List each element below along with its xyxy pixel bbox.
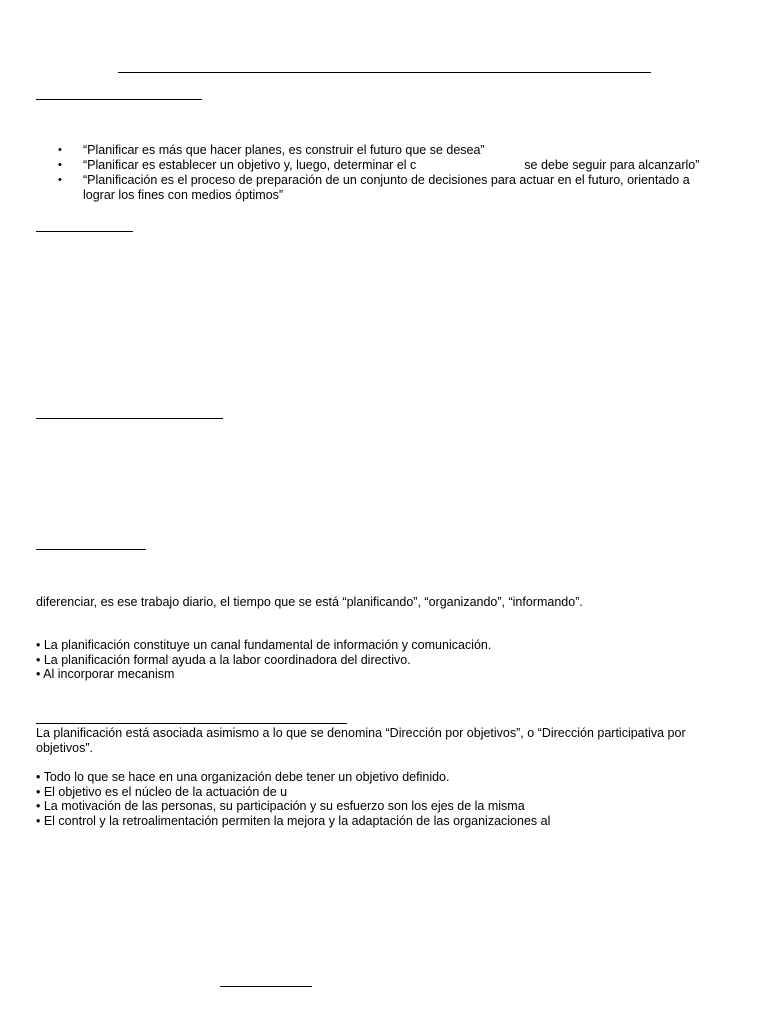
bullet-icon: •: [58, 144, 62, 156]
section-heading-rule-5: [36, 723, 347, 724]
list-item: • La planificación constituye un canal fundamental de información y comunicación.: [36, 638, 492, 652]
definition-text-end: se debe seguir para alcanzarlo”: [524, 158, 700, 172]
bullet-icon: •: [58, 159, 62, 171]
redacted-gap: [416, 158, 524, 173]
definitions-list: [58, 143, 738, 203]
section-heading-rule-2: [36, 231, 133, 232]
list-item: • La motivación de las personas, su participación y su esfuerzo son los ejes de la misma: [36, 799, 525, 814]
footer-rule: [220, 986, 312, 987]
bullet-icon: •: [58, 174, 62, 186]
paragraph-dpo-line1: La planificación está asociada asimismo a lo que se denomina “Dirección por objetivos”, o “Dirección participativa por: [36, 726, 686, 740]
definition-text: “Planificación es el proceso de preparación de un conjunto de decisiones para actuar en el futuro, orientado a: [83, 173, 690, 187]
list-item: • La planificación formal ayuda a la labor coordinadora del directivo.: [36, 652, 411, 667]
list-item: • El objetivo es el núcleo de la actuación de u: [36, 784, 288, 799]
section-heading-rule-4: [36, 549, 146, 550]
definition-text-start: “Planificar es establecer un objetivo y, luego, determinar el c: [83, 158, 417, 172]
definition-text-cont: lograr los fines con medios óptimos”: [83, 188, 284, 202]
title-rule: [118, 72, 651, 73]
list-item: • Al incorporar mecanism: [36, 667, 175, 682]
definition-text: “Planificar es más que hacer planes, es construir el futuro que se desea”: [83, 143, 485, 157]
section-heading-rule-3: [36, 418, 223, 419]
dpo-points-list: [36, 770, 550, 828]
list-item: • Todo lo que se hace en una organización debe tener un objetivo definido.: [36, 770, 450, 784]
list-item: [58, 158, 738, 173]
paragraph-dpo-line2: objetivos”.: [36, 741, 93, 755]
benefits-list: [36, 638, 491, 682]
paragraph-diferenciar: diferenciar, es ese trabajo diario, el tiempo que se está “planificando”, “organizando”, “informando”.: [36, 595, 583, 609]
section-heading-rule-1: [36, 99, 202, 100]
list-item: [58, 173, 738, 203]
list-item: • El control y la retroalimentación permiten la mejora y la adaptación de las organizaciones al: [36, 813, 551, 828]
list-item: [58, 143, 738, 158]
